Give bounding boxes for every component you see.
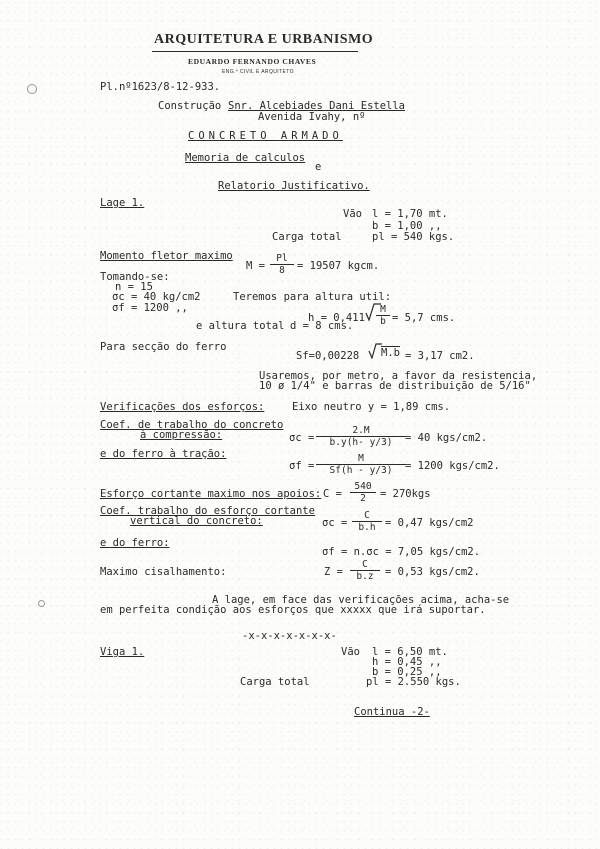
viga-b: b = 0,25 ,,: [372, 666, 442, 678]
ferro-tracao-label: e do ferro à tração:: [100, 448, 227, 460]
punch-hole-bottom: [38, 600, 45, 607]
z-rhs: = 0,53 kgs/cm2.: [385, 566, 480, 578]
lage-vao-label: Vão: [343, 208, 362, 220]
tomando-label: Tomando-se:: [100, 271, 170, 283]
memoria-heading: Memoria de calculos: [185, 152, 306, 164]
verificacoes-label: Verificações dos esforços:: [100, 401, 265, 413]
momento-rhs: = 19507 kgcm.: [297, 260, 380, 272]
sigma-f-den: Sf(h - y/3): [329, 465, 393, 476]
sf-radicand: M.b: [381, 347, 400, 359]
tau-c-num: C: [352, 510, 382, 522]
momento-lhs: M =: [246, 260, 265, 272]
punch-hole-top: [27, 84, 37, 94]
usaremos-line2: 10 ø 1/4" e barras de distribuição de 5/16": [259, 380, 531, 392]
c-num: 540: [350, 481, 376, 493]
altura-label: e altura total: [196, 320, 285, 332]
section-separator: -x-x-x-x-x-x-x-: [242, 630, 337, 642]
e-connector: e: [315, 161, 322, 173]
viga-vao-label: Vão: [341, 646, 360, 658]
conclusion-line1: A lage, em face das verificações acima, acha-se: [212, 594, 510, 606]
param-n: n = 15: [115, 281, 153, 293]
coef-cortante-line2: vertical do concreto:: [130, 515, 263, 527]
teremos-label: Teremos para altura util:: [233, 291, 392, 303]
lage-carga-label: Carga total: [272, 231, 342, 243]
h-num: M: [376, 304, 390, 316]
main-heading: CONCRETO ARMADO: [188, 130, 343, 142]
e-do-ferro-label: e do ferro:: [100, 537, 170, 549]
reference-number: Pl.nº1623/8-12-933.: [100, 81, 221, 93]
viga-l: l = 6,50 mt.: [372, 646, 448, 658]
sqrt-sign-sf: [368, 343, 382, 359]
momento-label: Momento fletor maximo: [100, 250, 233, 262]
c-rhs: = 270kgs: [380, 488, 431, 500]
conclusion-line2: em perfeita condição aos esforços que xxxxx que irá suportar.: [100, 604, 486, 616]
c-den: 2: [360, 493, 366, 504]
sigma-f-rhs: = 1200 kgs/cm2.: [405, 460, 500, 472]
letterhead-firm: ARQUITETURA E URBANISMO: [154, 32, 374, 47]
cortante-label: Esforço cortante maximo nos apoios:: [100, 488, 322, 500]
viga-carga-label: Carga total: [240, 676, 310, 688]
tau-f-value: σf = n.σc = 7,05 kgs/cm2.: [322, 546, 481, 558]
viga-title: Viga 1.: [100, 646, 145, 658]
momento-num: Pl: [270, 253, 294, 265]
z-fraction: [350, 559, 380, 582]
tau-c-lhs: σc =: [322, 517, 348, 529]
tau-c-rhs: = 0,47 kgs/cm2: [385, 517, 474, 529]
param-sigma-f: σf = 1200 ,,: [112, 302, 188, 314]
continua-note: Continua -2-: [354, 706, 430, 718]
sigma-c-fraction: [316, 425, 406, 448]
eixo-neutro: Eixo neutro y = 1,89 cms.: [292, 401, 451, 413]
lage-b: b = 1,00 ,,: [372, 220, 442, 232]
tau-c-fraction: [352, 510, 382, 533]
z-lhs: Z =: [324, 566, 343, 578]
viga-h: h = 0,45 ,,: [372, 656, 442, 668]
letterhead-title: ENG.º CIVIL E ARQUITETO: [222, 69, 294, 75]
viga-pl: pl = 2.550 kgs.: [366, 676, 461, 688]
coef-concreto-line1: Coef. de trabalho do concreto: [100, 419, 284, 431]
h-lhs: h = 0,411: [308, 312, 365, 324]
sigma-c-num: 2.M: [316, 425, 406, 437]
z-den: b.z: [356, 571, 374, 582]
sigma-c-den: b.y(h- y/3): [329, 437, 393, 448]
sigma-f-num: M: [316, 453, 406, 465]
coef-concreto-line2: à compressão:: [140, 429, 223, 441]
sf-rhs: = 3,17 cm2.: [405, 350, 475, 362]
lage-title: Lage 1.: [100, 197, 145, 209]
h-fraction: [376, 304, 390, 327]
param-sigma-c: σc = 40 kg/cm2: [112, 291, 201, 303]
tau-c-den: b.h: [358, 522, 376, 533]
construction-owner: Snr. Alcebiades Dani Estella: [228, 100, 406, 112]
momento-fraction: [270, 253, 294, 276]
construction-address: Avenida Ivahy, nº: [258, 111, 366, 123]
cisalhamento-label: Maximo cisalhamento:: [100, 566, 227, 578]
c-lhs: C =: [323, 488, 342, 500]
h-den: b: [380, 316, 386, 327]
construction-label: Construção: [158, 100, 222, 112]
relatorio-heading: Relatorio Justificativo.: [218, 180, 370, 192]
z-num: C: [350, 559, 380, 571]
d-value: d = 8 cms.: [290, 320, 354, 332]
letterhead-rule: [152, 51, 358, 52]
lage-pl: pl = 540 kgs.: [372, 231, 455, 243]
momento-den: 8: [279, 265, 285, 276]
sigma-c-lhs: σc =: [289, 432, 315, 444]
sf-lhs: Sf=0,00228: [296, 350, 360, 362]
usaremos-line1: Usaremos, por metro, a favor da resistencia,: [259, 370, 538, 382]
sigma-c-rhs: = 40 kgs/cm2.: [405, 432, 488, 444]
coef-cortante-line1: Coef. trabalho do esforço cortante: [100, 505, 315, 517]
sigma-f-lhs: σf =: [289, 460, 315, 472]
letterhead-name: EDUARDO FERNANDO CHAVES: [188, 57, 317, 66]
seccao-label: Para secção do ferro: [100, 341, 227, 353]
lage-l: l = 1,70 mt.: [372, 208, 448, 220]
sigma-f-fraction: [316, 453, 406, 476]
c-fraction: [350, 481, 376, 504]
h-rhs: = 5,7 cms.: [392, 312, 456, 324]
